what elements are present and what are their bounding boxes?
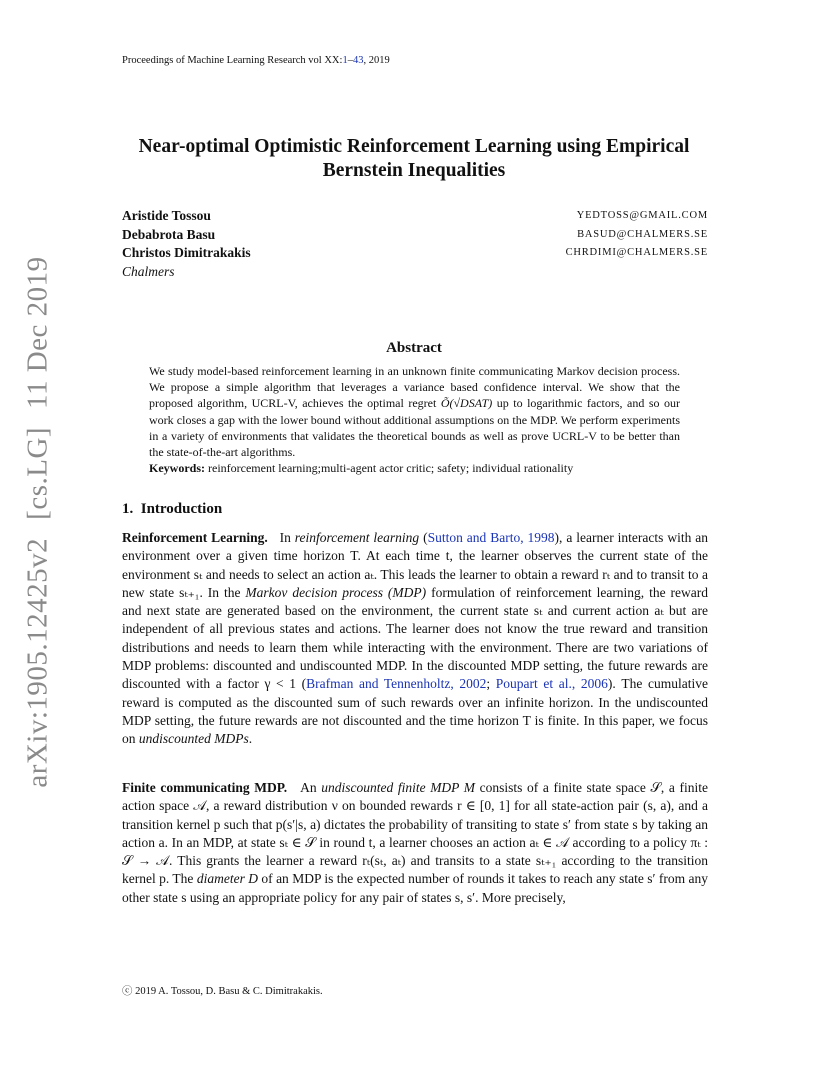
page-end-link[interactable]: 43 bbox=[352, 55, 364, 66]
section-heading: 1. Introduction bbox=[122, 501, 223, 517]
arxiv-id: arXiv:1905.12425v2 bbox=[21, 537, 54, 788]
author-email: CHRDIMI@CHALMERS.SE bbox=[565, 247, 708, 258]
paragraph-reinforcement-learning: Reinforcement Learning. In reinforcement learning (Sutton and Barto, 1998), a learner interacts with an environment over a given time horizon T. At each time t, the learner observes the current state of the environment sₜ and needs to select an action aₜ. This leads the learner to obtain a reward rₜ and to transit to a new state sₜ₊₁. In the Markov decision process (MDP) formulation of reinforcement learning, the reward and next state are generated based on the environment, the current state sₜ and current action aₜ but are independent of all previous states and actions. The learner does not know the true reward and transition distributions and needs to learn them while interacting with the environment. There are two variations of MDP problems: discounted and undiscounted MDP. In the discounted MDP setting, the future rewards are discounted with a factor γ < 1 (Brafman and Tennenholtz, 2002; Poupart et al., 2006). The cumulative reward is computed as the discounted sum of such rewards over an infinite horizon. In the undiscounted MDP setting, the future rewards are not discounted and the time horizon T is finite. In this paper, we focus on undiscounted MDPs. bbox=[122, 530, 709, 747]
paragraph-runin: Finite communicating MDP. bbox=[122, 780, 288, 795]
keywords: Keywords: reinforcement learning;multi-agent actor critic; safety; individual rationality bbox=[149, 461, 574, 476]
arxiv-date: 11 Dec 2019 bbox=[21, 256, 54, 409]
author-name: Christos Dimitrakakis bbox=[122, 245, 251, 260]
abstract-body: We study model-based reinforcement learning in an unknown finite communicating Markov decision process. We propose a simple algorithm that leverages a variance based confidence interval. We show that the proposed algorithm, UCRL-V, achieves the optimal regret Õ(√DSAT) up to logarithmic factors, and so our work closes a gap with the lower bound without additional assumptions on the MDP. We perform experiments in a variety of environments that validates the theoretical bounds as well as prove UCRL-V to be better than the state-of-the-art algorithms. Keywords: reinforcement learning;multi-agent actor critic; safety; individual rationality bbox=[149, 364, 680, 476]
arxiv-category: [cs.LG] bbox=[21, 426, 54, 520]
citation-link[interactable]: Poupart et al., 2006 bbox=[495, 676, 608, 692]
paragraph-runin: Reinforcement Learning. bbox=[122, 530, 268, 545]
paragraph-finite-mdp: Finite communicating MDP. An undiscounted finite MDP M consists of a finite state space 𝒮, a finite action space 𝒜, a reward distribution ν on bounded rewards r ∈ [0, 1] for all state-action pair (s, a), and a transition kernel p such that p(s′|s, a) dictates the probability of transiting to state s′ from state s by taking an action a. In an MDP, at state sₜ ∈ 𝒮 in round t, a learner chooses an action aₜ ∈ 𝒜 according to a policy πₜ : 𝒮 → 𝒜. This grants the learner a reward rₜ(sₜ, aₜ) and transits to a state sₜ₊₁ according to the transition kernel p. The diameter D of an MDP is the expected number of rounds it takes to reach any state s′ from any other state s using an appropriate policy for any pair of states s, s′. More precisely, bbox=[122, 780, 708, 905]
arxiv-sidebar-stamp bbox=[22, 256, 55, 787]
citation-link[interactable]: Sutton and Barto, 1998 bbox=[427, 530, 555, 545]
author-row bbox=[122, 226, 708, 245]
author-name: Debabrota Basu bbox=[122, 226, 216, 242]
citation-link[interactable]: Brafman and Tennenholtz, 2002 bbox=[306, 676, 487, 692]
affiliation: Chalmers bbox=[122, 263, 175, 279]
author-row bbox=[122, 244, 708, 263]
author-block bbox=[122, 207, 708, 281]
copyright-footer: ⓒ 2019 A. Tossou, D. Basu & C. Dimitrakakis. bbox=[122, 986, 323, 997]
author-name: Aristide Tossou bbox=[122, 208, 211, 223]
page-start-link[interactable]: 1 bbox=[342, 55, 348, 66]
keywords-label: Keywords: bbox=[149, 461, 205, 476]
author-row bbox=[122, 207, 708, 226]
abstract-heading: Abstract bbox=[386, 340, 442, 356]
paper-title: Near-optimal Optimistic Reinforcement Learning using Empirical Bernstein Inequalities bbox=[138, 136, 690, 181]
author-email: YEDTOSS@GMAIL.COM bbox=[576, 210, 708, 221]
running-header: Proceedings of Machine Learning Research vol XX:1–43, 2019 bbox=[122, 55, 390, 66]
regret-formula: Õ(√DSAT) bbox=[440, 396, 493, 411]
author-email: BASUD@CHALMERS.SE bbox=[577, 228, 708, 240]
